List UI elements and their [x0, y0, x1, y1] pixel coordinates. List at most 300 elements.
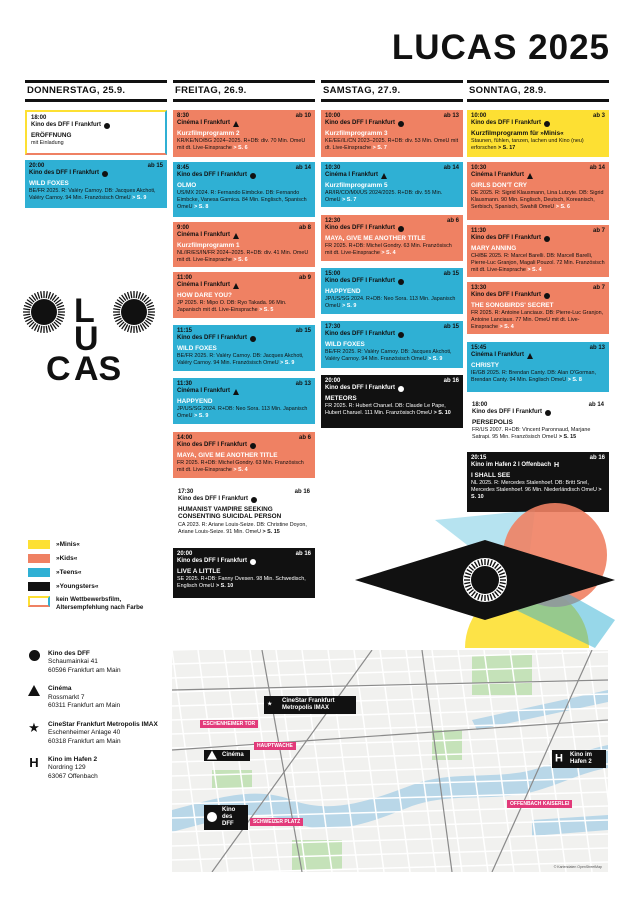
screening-meta: [472, 402, 604, 409]
circle-icon: [29, 650, 40, 661]
venue-list: [28, 650, 168, 791]
screening-venue: [471, 172, 605, 179]
star-icon: ★: [267, 701, 273, 708]
film-credits: CH/BE 2025. R: Marcel Barelli. DB: Marcell Barelli, Pierre-Luc Granjon, Magali Pouzol. 72 Min. Französisch mit dt. Live-Einsprache: [471, 253, 605, 273]
legend-swatch: [28, 596, 50, 607]
sun-ray: [136, 291, 137, 298]
age-rating: ab 15: [147, 163, 163, 169]
triangle-icon: [527, 173, 533, 179]
logo-letter-as: AS: [74, 350, 122, 388]
film-description: [178, 522, 310, 535]
logo-letter-c: C: [46, 350, 71, 388]
page-reference[interactable]: > S. 17: [497, 145, 516, 152]
film-title: CHRISTY: [471, 361, 500, 369]
film-description: [471, 190, 605, 210]
film-description: [471, 138, 605, 151]
screening-card[interactable]: [467, 225, 609, 277]
page-reference[interactable]: > S. 10: [215, 583, 234, 590]
screening-venue: [177, 120, 311, 127]
film-title: HAPPYEND: [177, 397, 213, 405]
screening-venue: [177, 232, 311, 239]
film-credits: NL/IR/ES/IN/FR 2024–2025. R+DB: div. 41 Min. OmeU mit dt. Live-Einsprache: [177, 250, 309, 264]
screening-time: 8:45: [177, 165, 190, 171]
screening-card[interactable]: [173, 378, 315, 424]
page-reference[interactable]: > S. 10: [471, 487, 602, 500]
screening-meta: [471, 228, 605, 235]
screening-time: 11:30: [177, 381, 193, 387]
venue-label: Kino des DFF I Frankfurt: [31, 122, 102, 129]
legend-item-teens: [28, 568, 168, 577]
screening-venue: [472, 409, 604, 416]
film-credits: CA 2023. R: Ariane Louis-Seize. DB: Christine Doyon, Ariane Louis-Seize. 91 Min. OmeU: [178, 522, 307, 535]
film-description: [31, 140, 161, 147]
page-reference[interactable]: > S. 8: [194, 203, 209, 210]
screening-time: 20:15: [471, 455, 487, 461]
sun-ray: [147, 306, 154, 308]
screening-meta: [325, 324, 459, 331]
screening-venue: [471, 120, 605, 127]
film-description: [325, 190, 459, 203]
page-reference[interactable]: > S. 9: [280, 360, 295, 367]
day-header: FREITAG, 26.9.: [173, 80, 315, 102]
venue-address: Eschenheimer Anlage 40: [48, 729, 121, 737]
screening-time: 17:30: [325, 324, 341, 330]
age-rating: ab 10: [295, 113, 311, 119]
screening-card[interactable]: [173, 548, 315, 598]
age-rating: ab 15: [443, 324, 459, 330]
film-credits: BE/FR 2025. R: Valéry Carnoy. DB: Jacques Akchoti, Valéry Carnoy. 94 Min. Französisch OmeU: [325, 349, 452, 363]
screening-card[interactable]: [467, 162, 609, 220]
screening-card[interactable]: [173, 325, 315, 371]
page-reference[interactable]: > S. 9: [342, 303, 357, 310]
screening-time: 12:30: [325, 218, 341, 224]
circle-icon: [398, 226, 404, 232]
screening-meta: [177, 275, 311, 282]
film-title: Kurzfilmprogramm 2: [177, 129, 240, 137]
screening-card[interactable]: [173, 432, 315, 478]
film-title: HOW DARE YOU?: [177, 291, 232, 299]
screening-card[interactable]: [25, 110, 167, 155]
screening-meta: [325, 378, 459, 385]
page-reference[interactable]: > S. 6: [555, 203, 571, 210]
circle-icon: [544, 236, 550, 242]
film-credits: KE/EE/IL/CN 2023–2025. R+DB: div. 53 Min. OmeU mit dt. Live-Einsprache: [325, 138, 459, 152]
map-pin-cinestar[interactable]: [264, 696, 356, 714]
screening-time: 10:30: [471, 165, 487, 171]
screening-venue: [177, 172, 311, 179]
age-rating: ab 13: [443, 113, 459, 119]
screening-meta: [325, 165, 459, 172]
page-reference[interactable]: > S. 9: [194, 413, 209, 420]
sun-ray: [38, 292, 40, 299]
screening-venue: [177, 282, 311, 289]
screening-meta: [177, 435, 311, 442]
triangle-icon: [233, 389, 239, 395]
page-reference[interactable]: > S. 6: [233, 257, 248, 264]
circle-icon: [545, 410, 551, 416]
map-pin-label: Cinéma: [222, 752, 244, 758]
screening-time: 11:15: [177, 328, 193, 334]
screening-card[interactable]: [467, 110, 609, 157]
screening-time: 10:30: [325, 165, 341, 171]
venue-label: Cinéma I Frankfurt: [471, 172, 525, 179]
age-rating: ab 6: [446, 218, 459, 224]
screening-venue: [471, 352, 605, 359]
map-label-schweizer: SCHWEIZER PLATZ: [250, 818, 303, 826]
film-credits: Staunen, fühlen, tanzen, lachen und Kino (neu) erforschen: [471, 138, 584, 152]
sun-ray: [136, 326, 137, 333]
venue-label: Kino des DFF I Frankfurt: [471, 235, 542, 242]
screening-card[interactable]: [321, 375, 463, 428]
screening-meta: [471, 165, 605, 172]
venue-label: Kino des DFF I Frankfurt: [471, 120, 542, 127]
film-title: WILD FOXES: [29, 179, 69, 187]
age-rating: ab 16: [294, 489, 310, 495]
screening-card[interactable]: [321, 268, 463, 314]
age-rating: ab 14: [589, 165, 605, 171]
screening-venue: [31, 122, 161, 129]
sun-ray: [114, 306, 121, 308]
age-rating: ab 15: [443, 271, 459, 277]
film-credits: BE/FR 2025. R: Valéry Carnoy. DB: Jacques Akchoti, Valéry Carnoy. 94 Min. Französisch OmeU: [177, 353, 304, 367]
film-description: [471, 310, 605, 330]
screening-time: 10:00: [325, 113, 341, 119]
film-title: LIVE A LITTLE: [177, 567, 221, 575]
legend-note: kein Wettbewerbsfilm, Altersempfehlung nach Farbe: [56, 596, 144, 611]
film-title: GIRLS DON'T CRY: [471, 181, 527, 189]
venue-kino-dff: [28, 650, 168, 675]
sun-ray: [114, 316, 121, 318]
day-header: SAMSTAG, 27.9.: [321, 80, 463, 102]
age-rating: ab 3: [592, 113, 605, 119]
film-description: [177, 406, 311, 419]
screening-time: 14:00: [177, 435, 193, 441]
circle-icon: [251, 497, 257, 503]
legend-label: »Youngsters«: [56, 583, 99, 590]
film-credits: JP 2025. R: Mipo O. DB: Ryo Takada. 96 Min. Japanisch mit dt. Live-Einsprache: [177, 300, 287, 314]
screening-card[interactable]: [173, 222, 315, 267]
screening-meta: [471, 455, 605, 462]
screening-meta: [325, 218, 459, 225]
age-rating: ab 16: [443, 378, 459, 384]
triangle-icon: [233, 121, 239, 127]
film-title: ERÖFFNUNG: [31, 131, 72, 139]
circle-icon: [250, 443, 256, 449]
sun-ray: [46, 291, 47, 298]
age-rating: ab 6: [298, 435, 311, 441]
film-credits: FR 2025. R+DB: Michel Gondry. 63 Min. Französisch mit dt. Live-Einsprache: [177, 460, 304, 474]
screening-meta: [177, 328, 311, 335]
screening-card[interactable]: [467, 342, 609, 392]
venue-label: Kino des DFF I Frankfurt: [325, 225, 396, 232]
screening-venue: [325, 331, 459, 338]
screening-venue: [471, 462, 605, 469]
film-description: [177, 353, 311, 366]
screening-time: 20:00: [177, 551, 193, 557]
day-column: [173, 80, 315, 640]
screening-time: 9:00: [177, 225, 190, 231]
age-rating: ab 14: [295, 165, 311, 171]
film-title: HAPPYEND: [325, 287, 361, 295]
venue-city: 63067 Offenbach: [48, 772, 98, 780]
age-rating: ab 13: [295, 381, 311, 387]
venue-label: Kino des DFF I Frankfurt: [472, 409, 543, 416]
sun-ray: [128, 325, 130, 332]
film-credits: US/MX 2024. R: Fernando Eimbcke. DB: Fernando Eimbcke, Vanesa Garnica. 84 Min. Englisch, Spanisch OmeU: [177, 190, 307, 210]
screening-venue: [325, 385, 459, 392]
legend-swatch: [28, 582, 50, 591]
screening-meta: [325, 271, 459, 278]
page-reference[interactable]: > S. 7: [372, 145, 387, 152]
page-reference[interactable]: > S. 4: [527, 266, 542, 273]
screening-card[interactable]: [173, 162, 315, 217]
film-title: Kurzfilmprogramm 3: [325, 129, 388, 137]
film-credits: FR 2025. R: Hubert Charuel. DB: Claude Le Pape, Hubert Charuel. 111 Min. Französisch OmeU: [325, 403, 446, 417]
age-rating: ab 16: [295, 551, 311, 557]
screening-venue: [325, 278, 459, 285]
logo-letter-u: U: [74, 320, 99, 358]
screening-venue: [177, 442, 311, 449]
triangle-icon: [207, 751, 217, 760]
screening-meta: [471, 345, 605, 352]
legend-swatch: [28, 540, 50, 549]
film-credits: DE 2025. R: Sigrid Klausmann, Lina Lutzyte. DB: Sigrid Klausmann. 90 Min. Englisch, Deutsch, Koreanisch, Serbisch, Spanisch, Swahili OmeU: [471, 190, 604, 210]
film-title: PERSEPOLIS: [472, 418, 513, 426]
screening-meta: [177, 113, 311, 120]
film-title: OLMO: [177, 181, 197, 189]
screening-time: 8:30: [177, 113, 190, 119]
venue-label: Kino des DFF I Frankfurt: [178, 496, 249, 503]
screening-card[interactable]: [173, 485, 315, 540]
screening-meta: [31, 115, 161, 122]
sun-ray: [131, 291, 132, 298]
city-map[interactable]: [172, 650, 608, 872]
logo-letter-l: L: [74, 292, 95, 330]
screening-card[interactable]: [321, 321, 463, 368]
screening-card[interactable]: [321, 215, 463, 261]
triangle-icon: [28, 685, 40, 696]
sun-ray: [48, 325, 50, 332]
circle-icon: [250, 559, 256, 565]
film-title: Kurzfilmprogramm 5: [325, 181, 388, 189]
screening-time: 11:00: [177, 275, 193, 281]
legend-label: »Teens«: [56, 569, 82, 576]
venue-label: Kino des DFF I Frankfurt: [325, 278, 396, 285]
film-credits: SE 2025. R+DB: Fanny Ovesen. 98 Min. Schwedisch, Englisch OmeU: [177, 576, 306, 590]
film-title: I SHALL SEE: [471, 471, 511, 479]
sun-ray: [128, 292, 130, 299]
sun-ray: [46, 326, 47, 333]
map-label-offenbach: OFFENBACH KAISERLEI: [507, 800, 572, 808]
age-rating: ab 14: [588, 402, 604, 408]
legend-swatch: [28, 554, 50, 563]
map-pin-cinema[interactable]: [204, 750, 250, 761]
page-reference[interactable]: > S. 4: [499, 323, 514, 330]
screening-time: 20:00: [29, 163, 45, 169]
venue-label: Kino des DFF I Frankfurt: [177, 442, 248, 449]
legend-swatch: [28, 568, 50, 577]
age-rating: ab 9: [298, 275, 311, 281]
venue-label: Kino des DFF I Frankfurt: [29, 170, 100, 177]
circle-icon: [398, 332, 404, 338]
venue-label: Cinéma I Frankfurt: [325, 172, 379, 179]
map-pin-dff[interactable]: [204, 805, 248, 830]
screening-card[interactable]: [321, 162, 463, 207]
film-description: [177, 138, 311, 151]
screening-venue: [177, 558, 311, 565]
film-description: [471, 370, 605, 383]
age-rating: ab 7: [592, 285, 605, 291]
lucas-logo: [22, 290, 162, 388]
film-description: [325, 138, 459, 151]
screening-card[interactable]: [467, 398, 609, 445]
venue-label: Kino des DFF I Frankfurt: [325, 120, 396, 127]
venue-name: Kino des DFF: [48, 650, 90, 657]
day-header: SONNTAG, 28.9.: [467, 80, 609, 102]
map-credit: © Kartendaten OpenStreetMap: [553, 865, 602, 869]
screening-time: 15:00: [325, 271, 341, 277]
sun-ray: [41, 291, 42, 298]
film-credits: FR/US 2007. R+DB: Vincent Paronnaud, Marjane Satrapi. 95 Min. Französisch OmeU: [472, 427, 591, 441]
screening-card[interactable]: [173, 110, 315, 157]
page-reference[interactable]: > S. 6: [233, 145, 248, 152]
film-title: HUMANIST VAMPIRE SEEKING CONSENTING SUICIDAL PERSON: [178, 505, 282, 521]
film-description: [325, 403, 459, 416]
decorative-graphic: [345, 500, 615, 648]
film-title: Kurzfilmprogramm 1: [177, 241, 240, 249]
sun-ray: [131, 326, 132, 333]
venue-label: Cinéma I Frankfurt: [177, 282, 231, 289]
page-reference[interactable]: > S. 9: [428, 356, 443, 363]
film-description: [325, 296, 459, 309]
venue-label: Kino des DFF I Frankfurt: [177, 558, 248, 565]
page-reference[interactable]: > S. 10: [433, 410, 451, 417]
page-reference[interactable]: > S. 7: [342, 197, 357, 204]
day-header: DONNERSTAG, 25.9.: [25, 80, 167, 102]
age-rating: ab 8: [298, 225, 311, 231]
screening-time: 13:30: [471, 285, 487, 291]
venue-name: CineStar Frankfurt Metropolis IMAX: [48, 720, 158, 728]
page-reference[interactable]: > S. 15: [262, 528, 280, 535]
map-pin-hafen[interactable]: [552, 750, 606, 768]
venue-cinema: [28, 685, 168, 710]
venue-label: Cinéma I Frankfurt: [471, 352, 525, 359]
map-background: [172, 650, 608, 872]
star-icon: ★: [28, 719, 40, 735]
map-label-eschenheimer: ESCHENHEIMER TOR: [200, 720, 258, 728]
sun-ray: [57, 316, 64, 318]
map-label-hauptwache: HAUPTWACHE: [254, 742, 296, 750]
film-description: [325, 349, 459, 362]
sun-ray: [57, 306, 64, 308]
sun-ray: [148, 309, 155, 310]
film-credits: JP/US/SG 2024. R+DB: Neo Sora. 113 Min. Japanisch OmeU: [177, 406, 308, 420]
circle-icon: [398, 279, 404, 285]
sun-ray: [138, 292, 140, 299]
film-title: WILD FOXES: [177, 344, 217, 352]
age-rating: ab 7: [592, 228, 605, 234]
sun-ray: [24, 306, 31, 308]
film-title: MAYA, GIVE ME ANOTHER TITLE: [325, 234, 426, 242]
legend-item-youngsters: [28, 582, 168, 591]
circle-icon: [207, 812, 217, 822]
screening-meta: [325, 113, 459, 120]
page-reference[interactable]: > S. 8: [567, 377, 582, 384]
circle-icon: [544, 121, 550, 127]
h-icon: H: [29, 754, 39, 770]
triangle-icon: [233, 233, 239, 239]
venue-label: Kino des DFF I Frankfurt: [471, 292, 542, 299]
screening-meta: [177, 551, 311, 558]
venue-label: Cinéma I Frankfurt: [177, 232, 231, 239]
film-title: Kurzfilmprogramm für »Minis«: [471, 129, 564, 137]
screening-card[interactable]: [25, 160, 167, 208]
page-reference[interactable]: > S. 15: [558, 434, 577, 441]
film-credits: mit Einladung: [31, 140, 64, 147]
screening-meta: [177, 381, 311, 388]
circle-icon: [102, 171, 108, 177]
venue-label: Cinéma I Frankfurt: [177, 388, 231, 395]
film-description: [177, 460, 311, 473]
screening-meta: [178, 489, 310, 496]
venue-kino-hafen: [28, 756, 168, 781]
legend-label: »Kids«: [56, 555, 78, 562]
page-reference[interactable]: > S. 5: [259, 307, 274, 314]
venue-label: Kino des DFF I Frankfurt: [177, 172, 248, 179]
sun-ray: [23, 314, 30, 315]
legend-item-non-competition: [28, 596, 168, 612]
film-description: [325, 243, 459, 256]
film-description: [472, 427, 604, 440]
venue-name: Cinéma: [48, 685, 72, 693]
venue-label: Kino des DFF I Frankfurt: [177, 335, 248, 342]
venue-city: 60596 Frankfurt am Main: [48, 666, 121, 674]
screening-meta: [29, 163, 163, 170]
sun-ray: [148, 314, 155, 315]
circle-icon: [250, 336, 256, 342]
sun-ray: [58, 309, 65, 310]
venue-label: Cinéma I Frankfurt: [177, 120, 231, 127]
sun-ray: [41, 326, 42, 333]
screening-time: 17:30: [178, 489, 194, 495]
triangle-icon: [381, 173, 387, 179]
screening-venue: [177, 335, 311, 342]
venue-address: Rossmarkt 7: [48, 693, 85, 701]
sun-ray: [24, 316, 31, 318]
film-title: METEORS: [325, 394, 357, 402]
page-reference[interactable]: > S. 9: [132, 195, 147, 202]
film-credits: KR/KE/NO/BG 2024–2025. R+DB: div. 70 Min. OmeU mit dt. Live-Einsprache: [177, 138, 306, 152]
screening-card[interactable]: [321, 110, 463, 157]
page-title: LUCAS 2025: [391, 28, 610, 67]
screening-meta: [177, 225, 311, 232]
sun-ray: [58, 314, 65, 315]
screening-card[interactable]: [173, 272, 315, 318]
screening-card[interactable]: [467, 282, 609, 334]
page-reference[interactable]: > S. 4: [381, 250, 396, 257]
screening-meta: [177, 165, 311, 172]
triangle-icon: [527, 353, 533, 359]
film-title: MARY ANNING: [471, 244, 517, 252]
legend-item-kids: [28, 554, 168, 563]
page-reference[interactable]: > S. 4: [233, 467, 248, 474]
legend-item-minis: [28, 540, 168, 549]
age-rating: ab 16: [589, 455, 605, 461]
film-credits: FR 2025. R+DB: Michel Gondry. 63 Min. Französisch mit dt. Live-Einsprache: [325, 243, 452, 257]
venue-cinestar: [28, 721, 168, 746]
screening-time: 18:00: [472, 402, 488, 408]
screening-meta: [471, 113, 605, 120]
